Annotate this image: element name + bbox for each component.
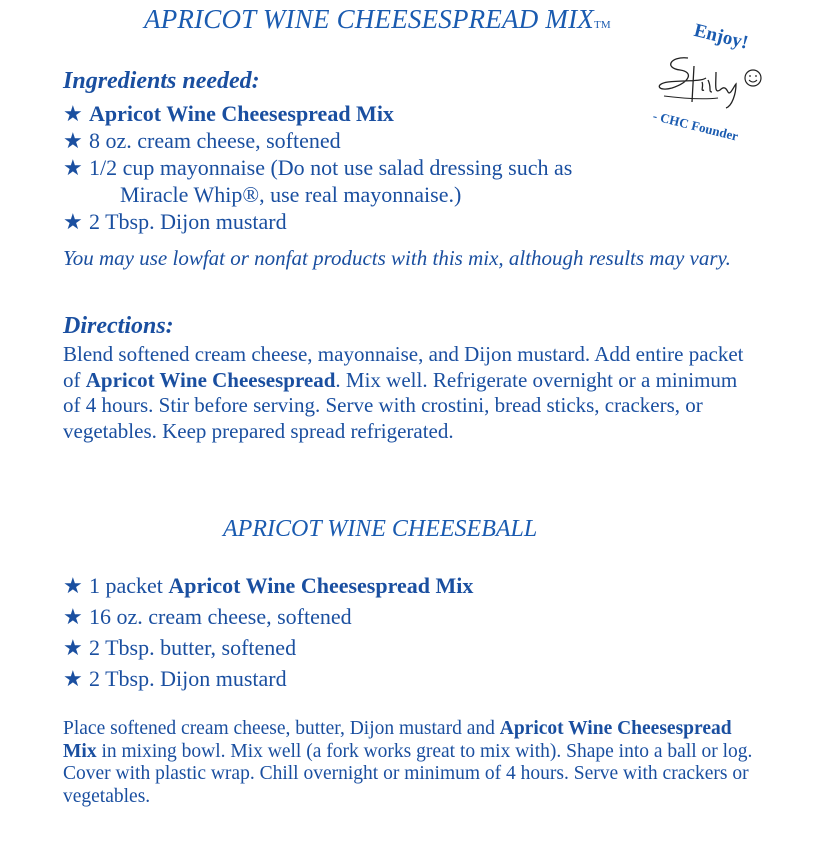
list-item xyxy=(63,632,473,663)
ingredients-heading: Ingredients needed: xyxy=(63,68,260,94)
list-item-continued: Miracle Whip®, use real mayonnaise.) xyxy=(120,182,462,207)
ingredient-text: 2 Tbsp. Dijon mustard xyxy=(89,666,287,691)
directions-bold: Apricot Wine Cheesespread xyxy=(85,367,336,392)
star-bullet-icon: ★ xyxy=(63,666,83,691)
title-text: APRICOT WINE CHEESESPREAD MIX xyxy=(144,4,594,34)
star-bullet-icon: ★ xyxy=(63,101,83,126)
ingredient-text: 16 oz. cream cheese, softened xyxy=(89,604,352,629)
star-bullet-icon: ★ xyxy=(63,573,83,598)
star-bullet-icon: ★ xyxy=(63,209,83,234)
directions-text: . Mix well. Refrigerate overnight or a minimum of 4 hours. Stir before serving. Serve with crostini, bread sticks, crackers, or vegetables. Keep prepared spread refrigerated. xyxy=(63,367,738,443)
ingredient-text: 1/2 cup mayonnaise (Do not use salad dressing such as xyxy=(89,155,573,180)
list-item xyxy=(63,154,572,181)
trademark-mark: TM xyxy=(593,19,611,31)
lowfat-note: You may use lowfat or nonfat products with this mix, although results may vary. xyxy=(63,246,731,270)
spread-directions xyxy=(63,342,753,444)
cheeseball-ingredients-list xyxy=(63,570,473,694)
signature-icon xyxy=(650,52,770,112)
ingredient-text: 2 Tbsp. butter, softened xyxy=(89,635,297,660)
list-item xyxy=(63,127,572,154)
page-title xyxy=(144,4,611,35)
ingredient-bold: Apricot Wine Cheesespread Mix xyxy=(89,101,394,126)
star-bullet-icon: ★ xyxy=(63,604,83,629)
directions-heading: Directions: xyxy=(63,313,174,339)
cheeseball-title: APRICOT WINE CHEESEBALL xyxy=(223,516,538,542)
cheeseball-directions xyxy=(63,718,763,808)
directions-text: Blend softened cream cheese, mayonnaise, and Dijon mustard. Add entire packet of xyxy=(63,342,744,392)
directions-bold: Apricot Wine Cheesespread Mix xyxy=(63,718,732,762)
ingredient-bold: Apricot Wine Cheesespread Mix xyxy=(168,573,474,598)
directions-text: in mixing bowl. Mix well (a fork works great to mix with). Shape into a ball or log. Cover with plastic wrap. Chill overnight or minimum of 4 hours. Serve with crackers or vegetables. xyxy=(63,740,753,807)
list-item xyxy=(63,100,572,127)
ingredient-text: 8 oz. cream cheese, softened xyxy=(89,128,341,153)
list-item xyxy=(63,663,473,694)
list-item xyxy=(63,208,572,235)
star-bullet-icon: ★ xyxy=(63,635,83,660)
list-item xyxy=(63,601,473,632)
ingredient-text: 1 packet xyxy=(89,573,169,598)
spread-ingredients-list xyxy=(63,100,572,235)
directions-text: Place softened cream cheese, butter, Dijon mustard and xyxy=(63,718,500,739)
star-bullet-icon: ★ xyxy=(63,155,83,180)
ingredient-text: 2 Tbsp. Dijon mustard xyxy=(89,209,287,234)
star-bullet-icon: ★ xyxy=(63,128,83,153)
enjoy-note: Enjoy! xyxy=(691,20,751,54)
list-item xyxy=(63,570,473,601)
founder-label: - CHC Founder xyxy=(651,108,740,144)
